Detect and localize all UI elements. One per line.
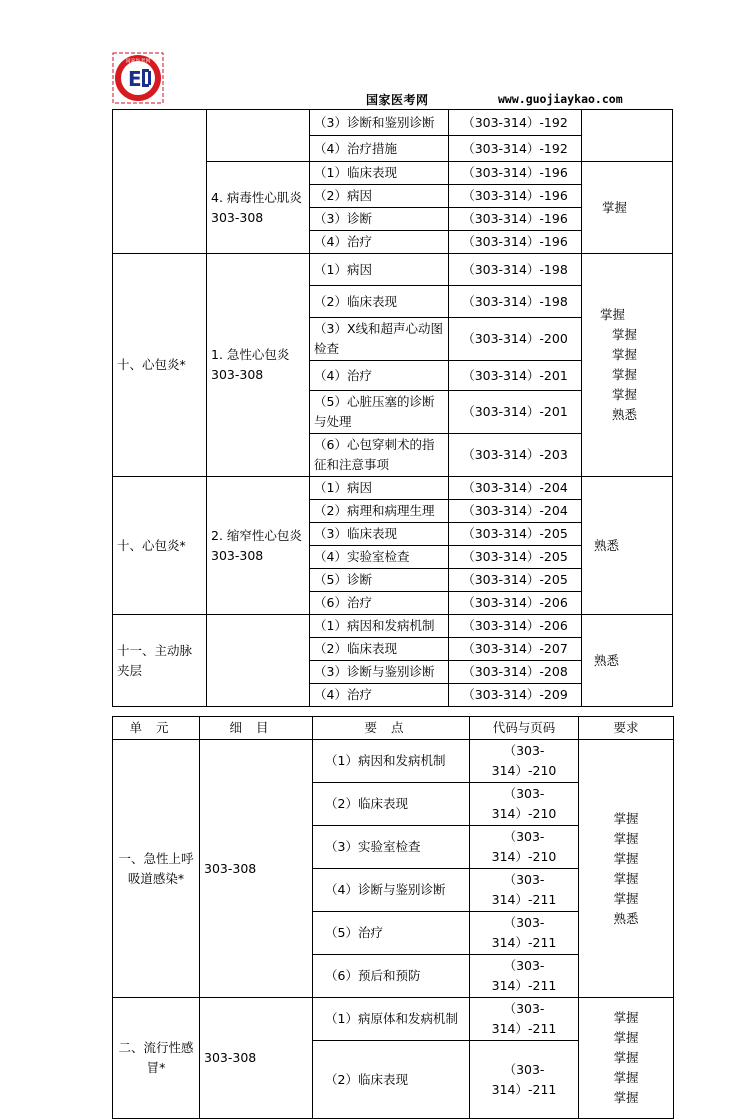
req-item: 掌握 (613, 870, 639, 886)
req-cell: 掌握 (582, 162, 673, 254)
point-cell: （3）诊断和鉴别诊断 (310, 110, 449, 136)
code-cell: （303-314）-208 (449, 661, 582, 684)
point-cell: （4）治疗 (310, 361, 449, 391)
code-cell: （303-314）-211 (470, 912, 579, 955)
req-item: 掌握 (613, 1030, 639, 1045)
code-cell: （303-314）-210 (470, 826, 579, 869)
code-cell: （303-314）-203 (449, 434, 582, 477)
req-item: 掌握 (612, 347, 638, 362)
point-cell: （4）治疗 (310, 684, 449, 707)
req-item: 掌握 (613, 830, 639, 846)
code-cell: （303-314）-211 (470, 998, 579, 1041)
code-cell: （303-314）-204 (449, 500, 582, 523)
code-cell: （303-314）-205 (449, 523, 582, 546)
point-cell: （1）病因和发病机制 (310, 615, 449, 638)
req-item: 掌握 (613, 1010, 639, 1025)
code-cell: （303-314）-211 (470, 1041, 579, 1119)
req-item: 掌握 (600, 307, 626, 322)
code-cell: （303-314）-209 (449, 684, 582, 707)
req-item: 掌握 (612, 367, 638, 382)
header-unit: 单元 (113, 717, 200, 740)
req-item: 熟悉 (612, 407, 638, 422)
req-item: 掌握 (613, 1070, 639, 1085)
req-cell: 熟悉 (582, 477, 673, 615)
syllabus-table-1 (112, 109, 673, 707)
code-cell: （303-314）-206 (449, 592, 582, 615)
point-cell: （6）治疗 (310, 592, 449, 615)
code-cell: （303-314）-205 (449, 569, 582, 592)
unit-cell: 二、流行性感冒* (113, 998, 200, 1119)
point-cell: （2）临床表现 (313, 1041, 470, 1119)
point-cell: （3）诊断 (310, 208, 449, 231)
req-item: 掌握 (612, 327, 638, 342)
point-cell: （3）X线和超声心动图检查 (310, 318, 449, 361)
code-cell: （303-314）-196 (449, 208, 582, 231)
header-points: 要点 (313, 717, 470, 740)
point-cell: （1）临床表现 (310, 162, 449, 185)
point-cell: （4）诊断与鉴别诊断 (313, 869, 470, 912)
detail-cell: 4. 病毒性心肌炎 303-308 (207, 162, 310, 254)
detail-cell: 2. 缩窄性心包炎 303-308 (207, 477, 310, 615)
site-name: 国家医考网 (366, 93, 429, 107)
unit-cell: 十、心包炎* (113, 477, 207, 615)
code-cell: （303-314）-196 (449, 162, 582, 185)
req-item: 掌握 (613, 1050, 639, 1065)
point-cell: （2）临床表现 (310, 638, 449, 661)
point-cell: （3）诊断与鉴别诊断 (310, 661, 449, 684)
code-cell: （303-314）-211 (470, 955, 579, 998)
header-req: 要求 (579, 717, 674, 740)
req-cell (582, 110, 673, 162)
point-cell: （6）心包穿刺术的指征和注意事项 (310, 434, 449, 477)
point-cell: （6）预后和预防 (313, 955, 470, 998)
point-cell: （4）治疗 (310, 231, 449, 254)
req-item: 掌握 (613, 810, 639, 826)
code-cell: （303-314）-204 (449, 477, 582, 500)
code-cell: （303-314）-192 (449, 136, 582, 162)
point-cell: （5）诊断 (310, 569, 449, 592)
point-cell: （2）病因 (310, 185, 449, 208)
svg-text:E: E (128, 67, 142, 91)
point-cell: （2）临床表现 (310, 286, 449, 318)
point-cell: （1）病因 (310, 477, 449, 500)
site-logo (112, 52, 164, 104)
code-cell: （303-314）-198 (449, 254, 582, 286)
detail-cell: 1. 急性心包炎 303-308 (207, 254, 310, 477)
req-item: 掌握 (613, 850, 639, 866)
point-cell: （5）治疗 (313, 912, 470, 955)
code-cell: （303-314）-211 (470, 869, 579, 912)
unit-cell: 十、心包炎* (113, 254, 207, 477)
detail-cell: 303-308 (200, 998, 313, 1119)
site-url[interactable]: www.guojiaykao.com (498, 92, 623, 106)
req-cell (579, 998, 674, 1119)
code-cell: （303-314）-192 (449, 110, 582, 136)
point-cell: （5）心脏压塞的诊断与处理 (310, 391, 449, 434)
code-cell: （303-314）-200 (449, 318, 582, 361)
header-detail: 细目 (200, 717, 313, 740)
code-cell: （303-314）-196 (449, 231, 582, 254)
point-cell: （4）治疗措施 (310, 136, 449, 162)
point-cell: （1）病原体和发病机制 (313, 998, 470, 1041)
header-code: 代码与页码 (470, 717, 579, 740)
unit-cell (113, 110, 207, 254)
req-item: 掌握 (613, 890, 639, 906)
syllabus-table-2 (112, 716, 674, 1119)
req-item: 掌握 (612, 387, 638, 402)
code-cell: （303-314）-201 (449, 361, 582, 391)
logo-text: 国家医考网 (125, 58, 151, 65)
point-cell: （3）实验室检查 (313, 826, 470, 869)
code-cell: （303-314）-206 (449, 615, 582, 638)
point-cell: （4）实验室检查 (310, 546, 449, 569)
unit-cell: 一、急性上呼吸道感染* (113, 740, 200, 998)
code-cell: （303-314）-198 (449, 286, 582, 318)
point-cell: （1）病因和发病机制 (313, 740, 470, 783)
req-item: 掌握 (613, 1090, 639, 1105)
detail-cell (207, 110, 310, 162)
code-cell: （303-314）-210 (470, 740, 579, 783)
req-cell (579, 740, 674, 998)
code-cell: （303-314）-201 (449, 391, 582, 434)
code-cell: （303-314）-207 (449, 638, 582, 661)
point-cell: （1）病因 (310, 254, 449, 286)
point-cell: （3）临床表现 (310, 523, 449, 546)
detail-cell: 303-308 (200, 740, 313, 998)
req-cell: 熟悉 (582, 615, 673, 707)
unit-cell: 十一、主动脉夹层 (113, 615, 207, 707)
req-item: 熟悉 (613, 910, 639, 926)
code-cell: （303-314）-196 (449, 185, 582, 208)
code-cell: （303-314）-205 (449, 546, 582, 569)
point-cell: （2）病理和病理生理 (310, 500, 449, 523)
point-cell: （2）临床表现 (313, 783, 470, 826)
req-cell (582, 254, 673, 477)
detail-cell (207, 615, 310, 707)
code-cell: （303-314）-210 (470, 783, 579, 826)
